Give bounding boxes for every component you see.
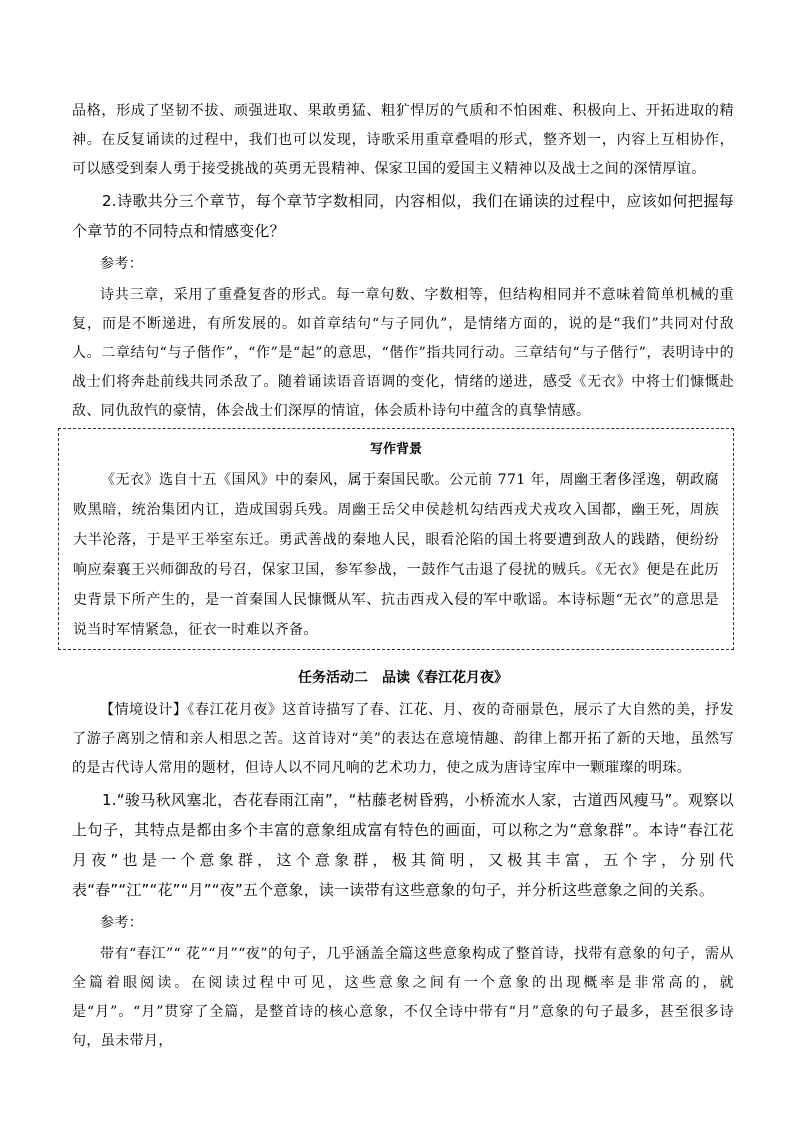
answer-2: 诗共三章，采用了重叠复沓的形式。每一章句数、字数相等，但结构相同并不意味着简单机械的重复，而是不断递进，有所发展的。如首章结句“与子同仇”，是情绪方面的，说的是“我们”共同对付敌人。二章结句“与子偕作”，“作”是“起”的意思，“偕作”指共同行动。三章结句“与子偕行”，表明诗中的战士们将奔赴前线共同杀敌了。随着诵读语音语调的变化，情绪的递进，感受《无衣》中将士们慷慨赴敌、同仇敌忾的豪情，体会战士们深厚的情谊，体会质朴诗句中蕴含的真挚情感。 — [72, 287, 734, 419]
reference-label-2: 参考： — [100, 915, 144, 931]
background-box — [58, 428, 734, 650]
reference-label: 参考： — [100, 256, 144, 272]
box-text: 《无衣》选自十五《国风》中的秦风，属于秦国民歌。公元前 771 年，周幽王奢侈淫逸，朝政腐败黑暗，统治集团内讧，造成国弱兵残。周幽王岳父申侯趁机勾结西戎犬戎攻入国都，幽王死，周族大半沦落，于是平王举室东迁。勇武善战的秦地人民，眼看沦陷的国土将要遭到敌人的践踏，便纷纷响应秦襄王兴师御敌的号召，保家卫国，参军参战，一鼓作气击退了侵扰的贼兵。《无衣》便是在此历史背景下所产生的，是一首秦国人民慷慨从军、抗击西戎入侵的军中歌谣。本诗标题“无衣”的意思是说当时军情紧急，征衣一时难以齐备。 — [73, 472, 719, 638]
scenario-paragraph: 【情境设计】《春江花月夜》这首诗描写了春、江花、月、夜的奇丽景色，展示了大自然的美，抒发了游子离别之情和亲人相思之苦。这首诗对“美”的表达在意境情趣、韵律上都开拓了新的天地，虽然写的是古代诗人常用的题材，但诗人以不同凡响的艺术功力，使之成为唐诗宝库中一颗璀璨的明珠。 — [72, 702, 734, 776]
box-title: 写作背景 — [369, 442, 422, 457]
question-1: 1.“骏马秋风塞北，杏花春雨江南”，“枯藤老树昏鸦，小桥流水人家，古道西风瘦马”。观察以上句子，其特点是都由多个丰富的意象组成富有特色的画面，可以称之为“意象群”。本诗“春江花月夜”也是一个意象群，这个意象群，极其简明，又极其丰富，五个字，分别代表“春”“江”“花”“月”“夜”五个意象，读一读带有这些意象的句子，并分析这些意象之间的关系。 — [72, 791, 734, 899]
page-content — [72, 97, 734, 1056]
answer-1: 带有“春江”“ 花”“月”“夜”的句子，几乎涵盖全篇这些意象构成了整首诗，找带有意象的句子，需从全篇着眼阅读。在阅读过程中可见，这些意象之间有一个意象的出现概率是非常高的，就是“月”。“月”贯穿了全篇，是整首诗的核心意象，不仅全诗中带有“月”意象的句子最多，甚至很多诗句，虽未带月， — [72, 946, 734, 1049]
question-2: 2.诗歌共分三个章节，每个章节字数相同，内容相似，我们在诵读的过程中，应该如何把握每个章节的不同特点和情感变化？ — [72, 192, 734, 240]
paragraph-intro: 品格，形成了坚韧不拔、顽强进取、果敢勇猛、粗犷悍厉的气质和不怕困难、积极向上、开拓进取的精神。在反复诵读的过程中，我们也可以发现，诗歌采用重章叠唱的形式，整齐划一，内容上互相协作，可以感受到秦人勇于接受挑战的英勇无畏精神、保家卫国的爱国主义精神以及战士之间的深情厚谊。 — [72, 103, 734, 177]
section-title: 任务活动二 品读《春江花月夜》 — [298, 670, 508, 686]
